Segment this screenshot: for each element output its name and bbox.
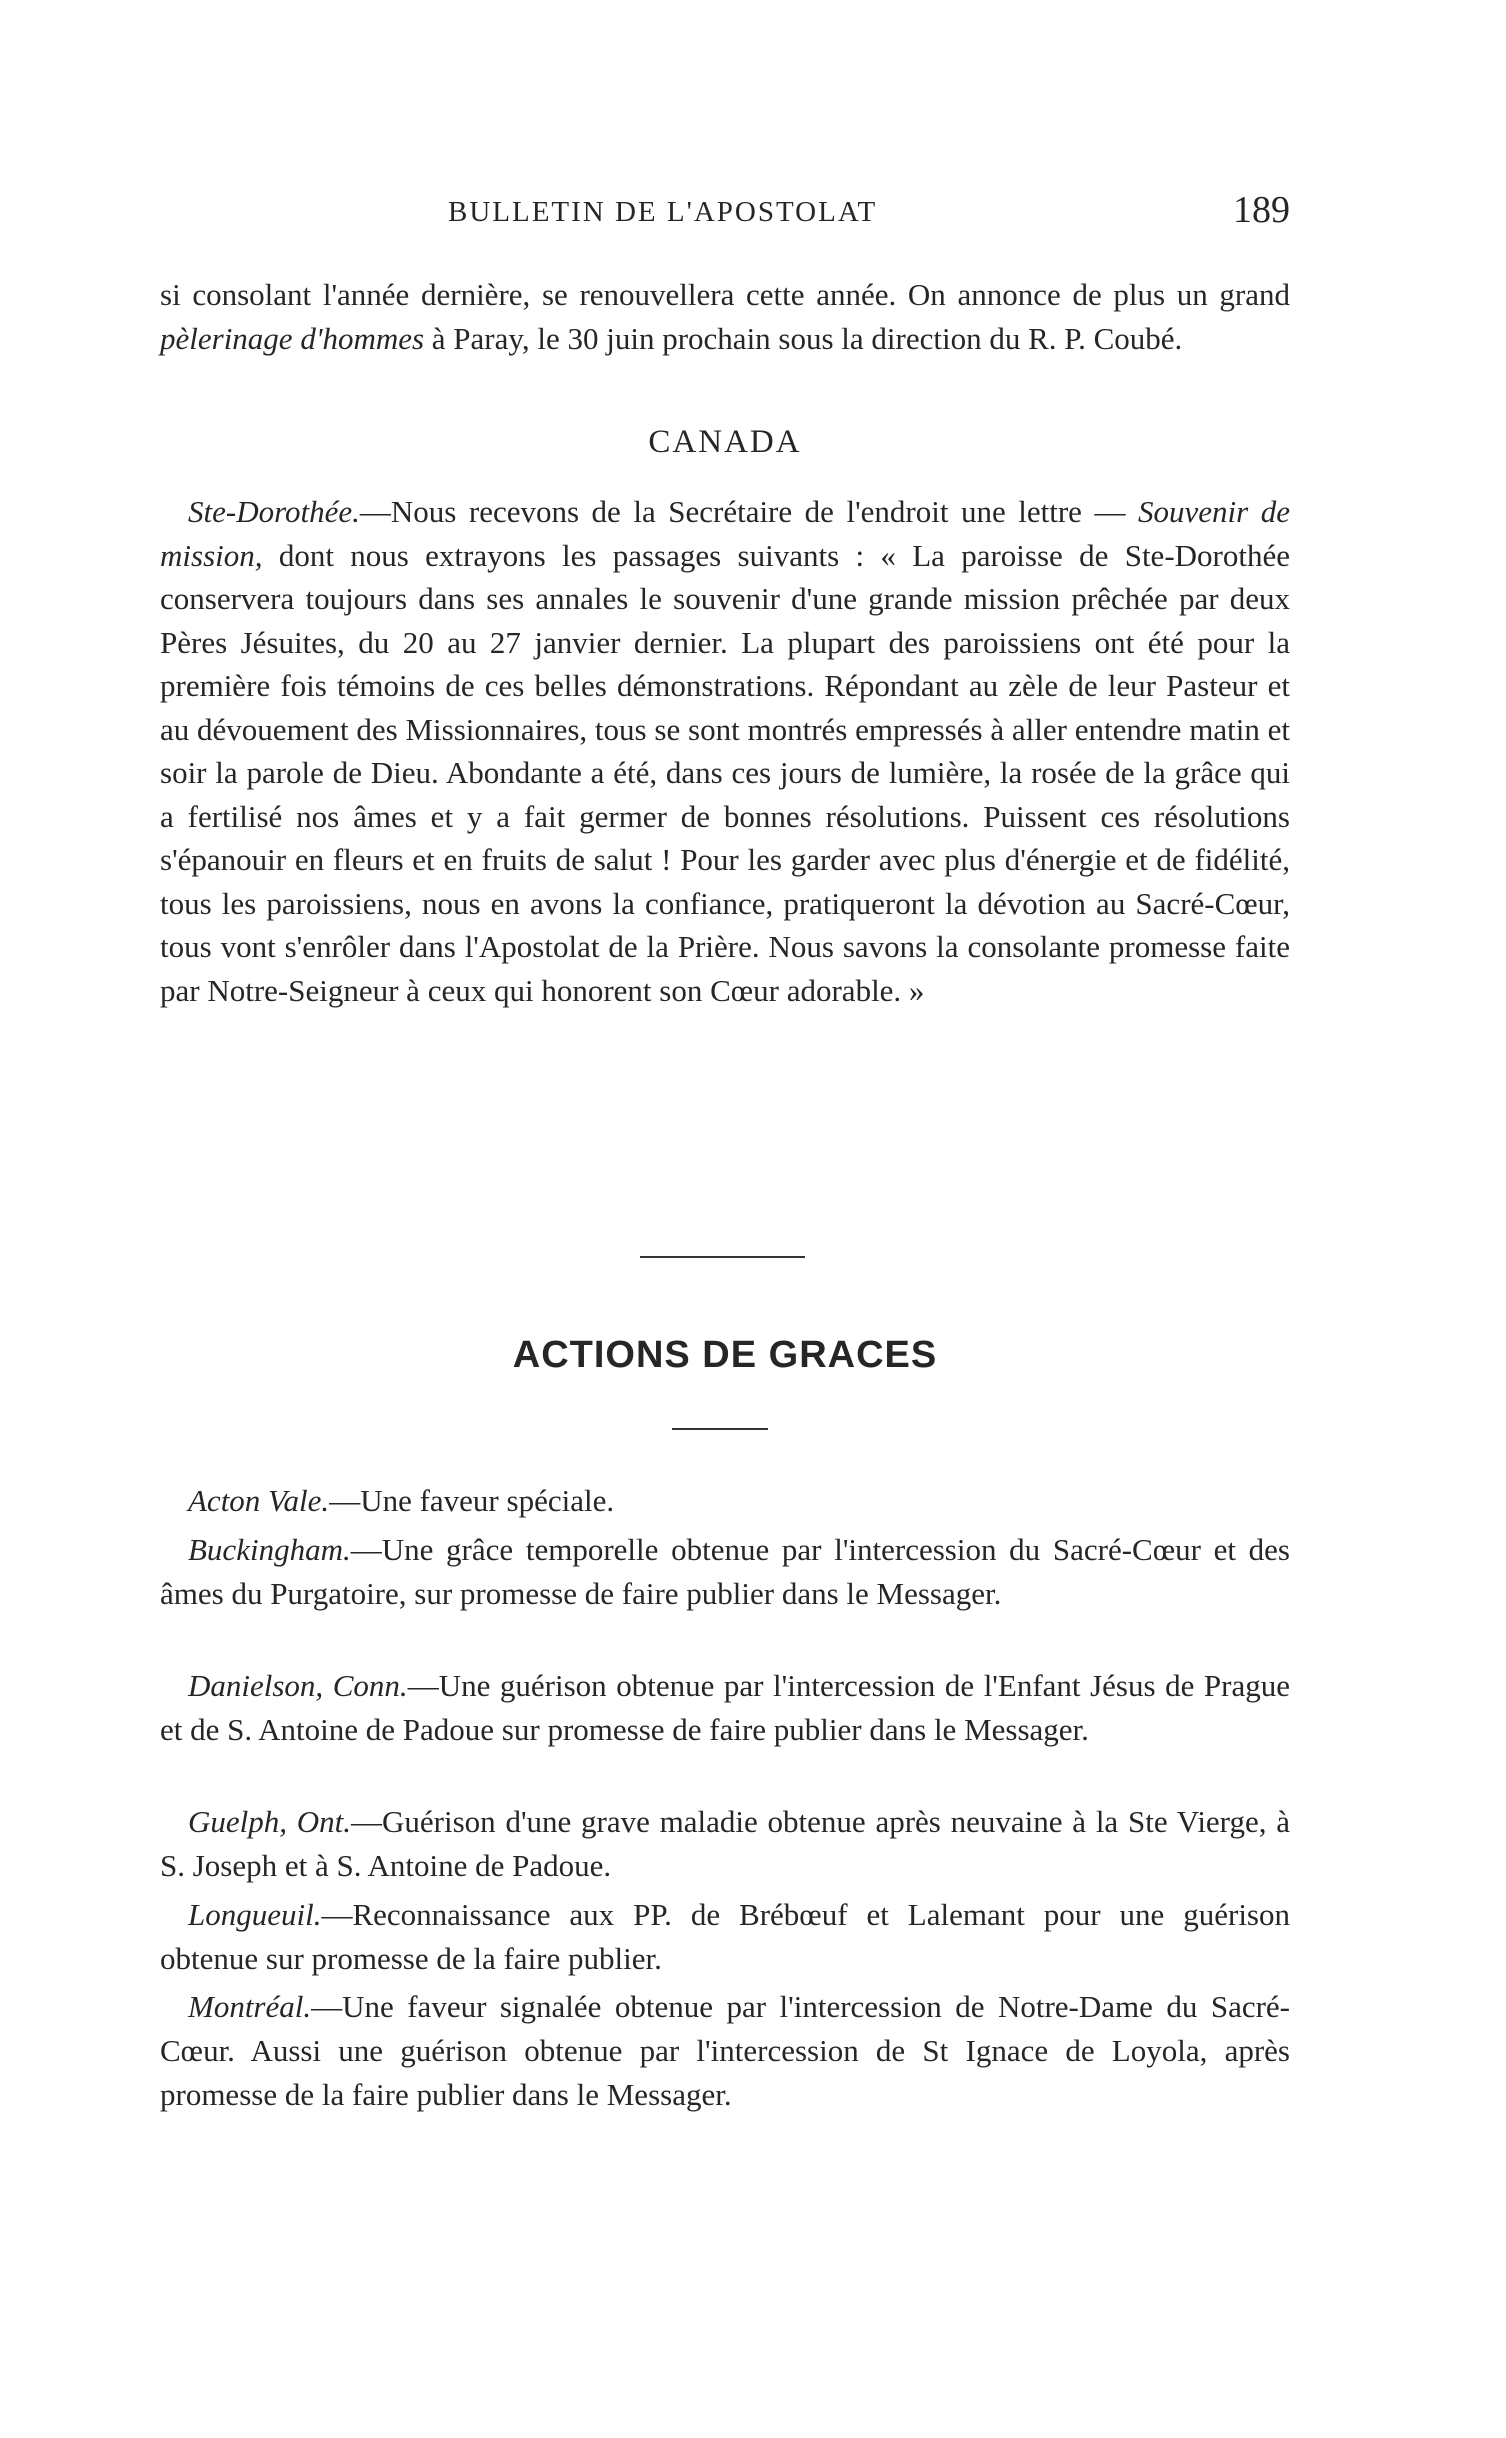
entry-text: —Guérison d'une grave maladie obtenue après neuvaine à la Ste Vierge, à S. Joseph et à S. Antoine de Padoue. — [160, 1804, 1290, 1883]
section-divider — [640, 1256, 805, 1258]
intro-text-1: si consolant l'année dernière, se renouvellera cette année. On annonce de plus un grand — [160, 277, 1290, 312]
entry-acton-vale — [160, 1479, 1290, 1523]
entry-place: Guelph, Ont. — [188, 1804, 352, 1839]
entry-place: Longueuil. — [188, 1897, 322, 1932]
entry-text: —Une grâce temporelle obtenue par l'intercession du Sacré-Cœur et des âmes du Purgatoire, sur promesse de faire publier dans le Messager. — [160, 1532, 1290, 1611]
title-underline — [672, 1428, 768, 1430]
entry-montreal — [160, 1985, 1290, 2117]
entry-place: Acton Vale. — [188, 1483, 330, 1518]
entry-guelph — [160, 1800, 1290, 1888]
entry-text: —Une faveur spéciale. — [329, 1483, 615, 1518]
entry-buckingham — [160, 1528, 1290, 1616]
section-title-canada: CANADA — [648, 424, 802, 460]
canada-paragraph — [160, 490, 1290, 1012]
entry-place: Danielson, Conn. — [188, 1668, 408, 1703]
entry-text: —Reconnaissance aux PP. de Brébœuf et Lalemant pour une guérison obtenue sur promesse de la faire publier. — [160, 1897, 1290, 1976]
intro-paragraph — [160, 273, 1290, 360]
canada-place: Ste-Dorothée. — [188, 494, 360, 529]
intro-emphasis: pèlerinage d'hommes — [160, 320, 425, 356]
entry-place: Montréal. — [188, 1989, 312, 2024]
canada-text-1: —Nous recevons de la Secrétaire de l'endroit une lettre — — [359, 494, 1138, 529]
entry-text: —Une faveur signalée obtenue par l'intercession de Notre-Dame du Sacré-Cœur. Aussi une guérison obtenue par l'intercession de St Ignace de Loyola, après promesse de la faire publier dans le Messager. — [160, 1989, 1290, 2112]
entry-longueuil — [160, 1893, 1290, 1981]
page — [160, 0, 1290, 2438]
entry-place: Buckingham. — [188, 1532, 351, 1567]
canada-text-2: dont nous extrayons les passages suivants : « La paroisse de Ste-Dorothée conservera toujours dans ses annales le souvenir d'une grande mission prêchée par deux Pères Jésuites, du 20 au 27 janvier dernier. La plupart des paroissiens ont été pour la première fois témoins de ces belles démonstrations. Répondant au zèle de leur Pasteur et au dévouement des Missionnaires, tous se sont montrés empressés à aller entendre matin et soir la parole de Dieu. Abondante a été, dans ces jours de lumière, la rosée de la grâce qui a fertilisé nos âmes et y a fait germer de bonnes résolutions. Puissent ces résolutions s'épanouir en fleurs et en fruits de salut ! Pour les garder avec plus d'énergie et de fidélité, tous les paroissiens, nous en avons la confiance, pratiqueront la dévotion au Sacré-Cœur, tous vont s'enrôler dans l'Apostolat de la Prière. Nous savons la consolante promesse faite par Notre-Seigneur à ceux qui honorent son Cœur adorable. » — [160, 537, 1290, 1008]
intro-text-2: à Paray, le 30 juin prochain sous la direction du R. P. Coubé. — [424, 320, 1183, 356]
entry-danielson — [160, 1664, 1290, 1752]
page-number: 189 — [1233, 189, 1290, 231]
running-title: BULLETIN DE L'APOSTOLAT — [448, 196, 878, 228]
running-head — [160, 189, 1290, 232]
entry-text: —Une guérison obtenue par l'intercession de l'Enfant Jésus de Prague et de S. Antoine de Padoue sur promesse de faire publier dans le Messager. — [160, 1668, 1290, 1747]
section-title-actions: ACTIONS DE GRACES — [512, 1334, 938, 1376]
canada-emphasis: Souvenir de mission, — [160, 494, 1290, 573]
